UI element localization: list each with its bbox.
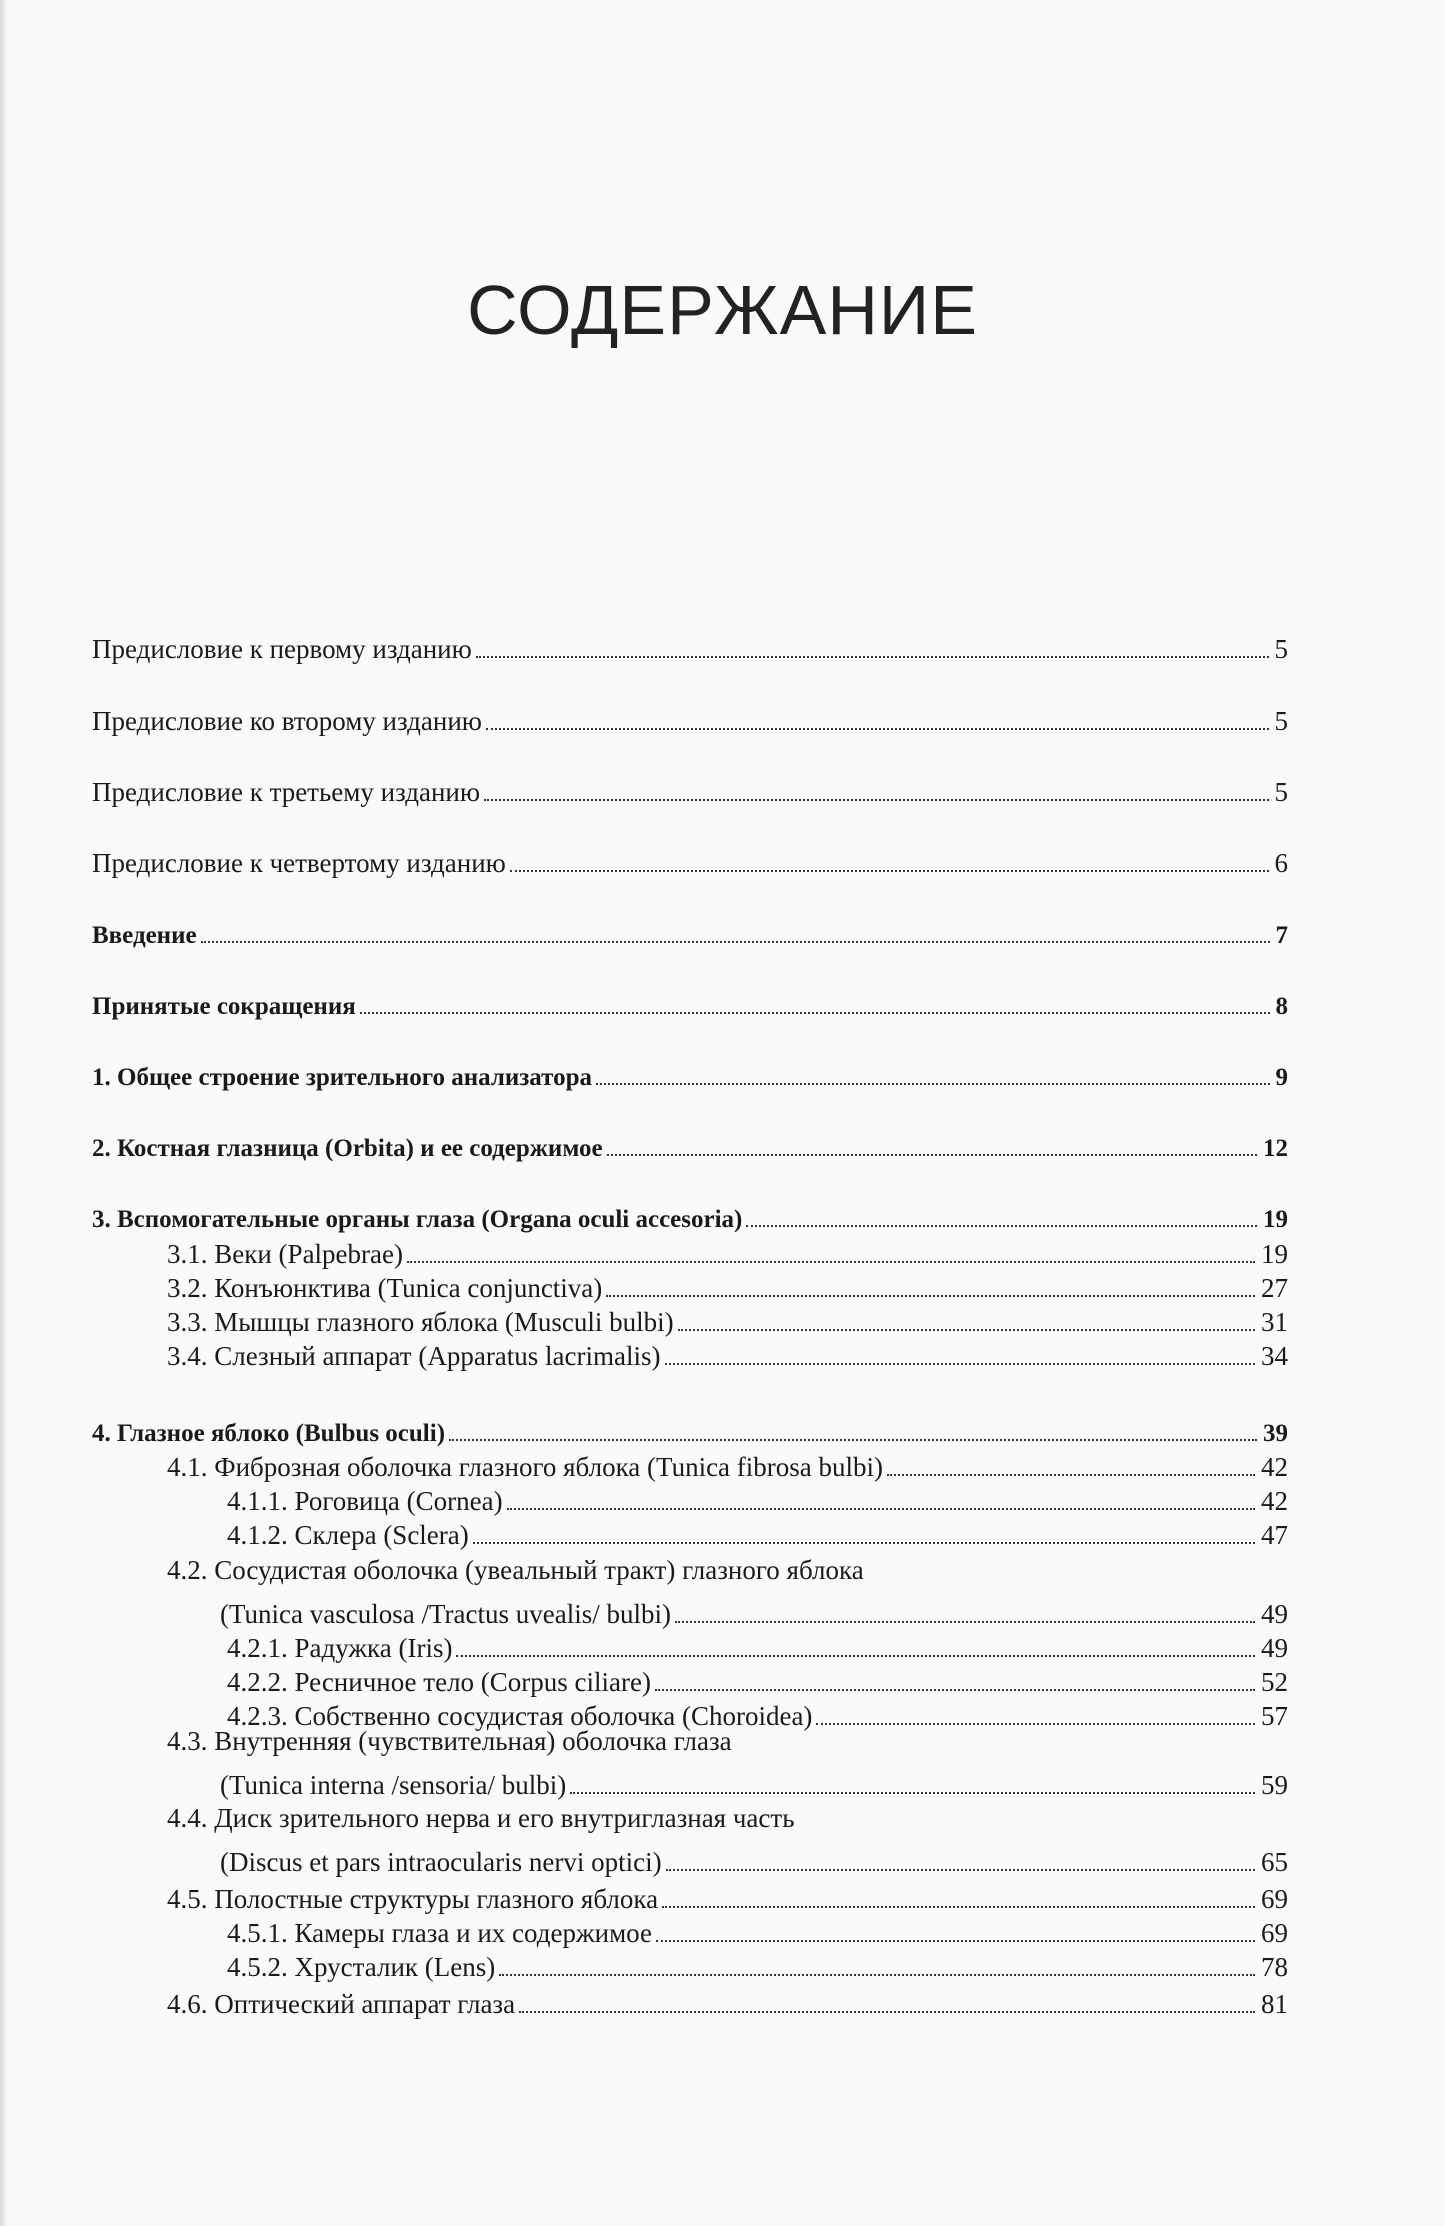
leader-dots bbox=[407, 1227, 1255, 1263]
toc-entry-page: 42 bbox=[1261, 1486, 1288, 1516]
leader-dots bbox=[507, 1474, 1255, 1510]
toc-entry-page: 49 bbox=[1261, 1599, 1288, 1629]
toc-entry-page: 39 bbox=[1263, 1420, 1288, 1447]
toc-entry bbox=[227, 1689, 1288, 1731]
toc-entry-heading-line: 4.4. Диск зрительного нерва и его внутриглазная часть bbox=[167, 1803, 795, 1833]
leader-dots bbox=[607, 1120, 1257, 1156]
toc-entry bbox=[167, 1295, 1288, 1337]
toc-entry-label: 3.4. Слезный аппарат (Apparatus lacrimalis) bbox=[167, 1341, 661, 1371]
toc-entry-label: 3.3. Мышцы глазного яблока (Musculi bulbi) bbox=[167, 1307, 674, 1337]
toc-entry bbox=[167, 1261, 1288, 1303]
toc-entry-page: 5 bbox=[1274, 634, 1288, 664]
toc-entry-label: Предисловие к четвертому изданию bbox=[92, 848, 506, 878]
toc-entry bbox=[92, 907, 1288, 949]
leader-dots bbox=[476, 622, 1269, 658]
leader-dots bbox=[570, 1758, 1255, 1794]
toc-entry-label: 3.1. Веки (Palpebrae) bbox=[167, 1239, 403, 1269]
toc-entry bbox=[92, 1049, 1288, 1091]
toc-entry-label: 4.2.3. Собственно сосудистая оболочка (Choroidea) bbox=[227, 1701, 813, 1731]
toc-entry bbox=[92, 622, 1288, 664]
toc-entry-page: 42 bbox=[1261, 1452, 1288, 1482]
toc-entry bbox=[167, 1329, 1288, 1371]
toc-entry-page: 7 bbox=[1275, 922, 1288, 949]
toc-entry-page: 5 bbox=[1274, 706, 1288, 736]
toc-entry-label: Предисловие к третьему изданию bbox=[92, 777, 481, 807]
leader-dots bbox=[656, 1906, 1255, 1942]
toc-entry bbox=[220, 1758, 1288, 1800]
toc-entry bbox=[227, 1621, 1288, 1663]
toc-entry bbox=[92, 1405, 1288, 1447]
toc-entry-page: 19 bbox=[1261, 1239, 1288, 1269]
toc-entry bbox=[92, 694, 1288, 736]
toc-entry-heading-line: 4.3. Внутренняя (чувствительная) оболочка глаза bbox=[167, 1726, 732, 1756]
toc-entry-page: 31 bbox=[1261, 1307, 1288, 1337]
toc-entry-label: Предисловие ко второму изданию bbox=[92, 706, 482, 736]
toc-entry bbox=[167, 1227, 1288, 1269]
toc-entry-label: 4. Глазное яблоко (Bulbus oculi) bbox=[92, 1420, 446, 1447]
leader-dots bbox=[473, 1508, 1255, 1544]
toc-entry-page: 34 bbox=[1261, 1341, 1288, 1371]
leader-dots bbox=[484, 765, 1268, 801]
leader-dots bbox=[456, 1621, 1255, 1657]
toc-entry-page: 9 bbox=[1275, 1064, 1288, 1091]
toc-entry-page: 12 bbox=[1263, 1135, 1288, 1162]
toc-entry-page: 6 bbox=[1274, 848, 1288, 878]
toc-entry bbox=[227, 1906, 1288, 1948]
toc-entry bbox=[227, 1655, 1288, 1697]
toc-entry-page: 52 bbox=[1261, 1667, 1288, 1697]
toc-entry-page: 59 bbox=[1261, 1770, 1288, 1800]
toc-entry-label: 4.5. Полостные структуры глазного яблока bbox=[167, 1884, 659, 1914]
leader-dots bbox=[666, 1835, 1255, 1871]
toc-entry bbox=[92, 836, 1288, 878]
leader-dots bbox=[675, 1587, 1255, 1623]
toc-entry-label: 4.1. Фиброзная оболочка глазного яблока (Tunica fibrosa bulbi) bbox=[167, 1452, 884, 1482]
toc-entry bbox=[220, 1587, 1288, 1629]
toc-entry-label: Принятые сокращения bbox=[92, 993, 356, 1020]
toc-entry bbox=[227, 1508, 1288, 1550]
toc-entry-page: 5 bbox=[1274, 777, 1288, 807]
leader-dots bbox=[665, 1329, 1255, 1365]
leader-dots bbox=[486, 694, 1269, 730]
leader-dots bbox=[746, 1191, 1257, 1227]
toc-entry-label: 1. Общее строение зрительного анализатора bbox=[92, 1064, 592, 1091]
toc-entry-label: 4.6. Оптический аппарат глаза bbox=[167, 1989, 516, 2019]
toc-entry-page: 69 bbox=[1261, 1918, 1288, 1948]
leader-dots bbox=[519, 1977, 1255, 2013]
toc-entry-label: 3.2. Конъюнктива (Tunica conjunctiva) bbox=[167, 1273, 603, 1303]
toc-entry bbox=[167, 1977, 1288, 2019]
toc-entry-page: 81 bbox=[1261, 1989, 1288, 2019]
toc-entry bbox=[92, 1191, 1288, 1233]
page-title: СОДЕРЖАНИЕ bbox=[467, 271, 978, 349]
leader-dots bbox=[201, 907, 1270, 943]
toc-entry-label: Предисловие к первому изданию bbox=[92, 634, 472, 664]
toc-entry-label: (Tunica interna /sensoria/ bulbi) bbox=[220, 1770, 567, 1800]
toc-entry-page: 65 bbox=[1261, 1847, 1288, 1877]
toc-entry bbox=[227, 1940, 1288, 1982]
toc-entry bbox=[92, 978, 1288, 1020]
toc-entry-label: 4.5.1. Камеры глаза и их содержимое bbox=[227, 1918, 652, 1948]
leader-dots bbox=[662, 1872, 1255, 1908]
toc-entry bbox=[227, 1474, 1288, 1516]
leader-dots bbox=[816, 1689, 1255, 1725]
leader-dots bbox=[596, 1049, 1270, 1085]
toc-entry-page: 69 bbox=[1261, 1884, 1288, 1914]
toc-entry-label: Введение bbox=[92, 922, 197, 949]
leader-dots bbox=[887, 1440, 1255, 1476]
toc-entry-label: 4.2.2. Ресничное тело (Corpus ciliare) bbox=[227, 1667, 651, 1697]
leader-dots bbox=[678, 1295, 1255, 1331]
toc-entry bbox=[167, 1872, 1288, 1914]
toc-entry-heading-line: 4.2. Сосудистая оболочка (увеальный тракт) глазного яблока bbox=[167, 1555, 864, 1585]
leader-dots bbox=[449, 1405, 1257, 1441]
toc-entry-label: 4.2.1. Радужка (Iris) bbox=[227, 1633, 453, 1663]
toc-entry-label: 3. Вспомогательные органы глаза (Organa oculi accesoria) bbox=[92, 1206, 743, 1233]
toc-entry-label: (Tunica vasculosa /Tractus uvealis/ bulbi) bbox=[220, 1599, 671, 1629]
leader-dots bbox=[510, 836, 1269, 872]
toc-entry-page: 19 bbox=[1263, 1206, 1288, 1233]
toc-entry-label: 4.1.1. Роговица (Cornea) bbox=[227, 1486, 503, 1516]
toc-entry bbox=[92, 765, 1288, 807]
leader-dots bbox=[655, 1655, 1255, 1691]
toc-entry-page: 47 bbox=[1261, 1520, 1288, 1550]
toc-entry-page: 57 bbox=[1261, 1701, 1288, 1731]
toc-entry bbox=[167, 1440, 1288, 1482]
toc-entry bbox=[220, 1835, 1288, 1877]
toc-entry-label: 2. Костная глазница (Orbita) и ее содержимое bbox=[92, 1135, 603, 1162]
leader-dots bbox=[360, 978, 1270, 1014]
leader-dots bbox=[499, 1940, 1255, 1976]
toc-entry-label: 4.5.2. Хрусталик (Lens) bbox=[227, 1952, 496, 1982]
toc-entry-page: 8 bbox=[1275, 993, 1288, 1020]
toc-entry-page: 78 bbox=[1261, 1952, 1288, 1982]
toc-entry-page: 27 bbox=[1261, 1273, 1288, 1303]
toc-entry-label: 4.1.2. Склера (Sclera) bbox=[227, 1520, 469, 1550]
leader-dots bbox=[606, 1261, 1255, 1297]
toc-entry-label: (Discus et pars intraocularis nervi optici) bbox=[220, 1847, 662, 1877]
toc-entry-page: 49 bbox=[1261, 1633, 1288, 1663]
toc-entry bbox=[92, 1120, 1288, 1162]
